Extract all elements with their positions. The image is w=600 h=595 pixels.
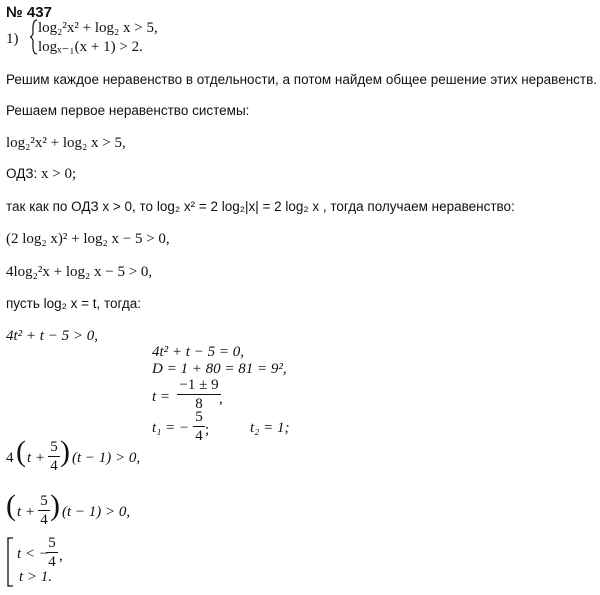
- factored-1-coef: 4: [6, 450, 14, 466]
- quadratic-inequality: 4t² + t − 5 > 0,: [6, 328, 98, 344]
- factored-1-post: (t − 1) > 0,: [72, 450, 141, 466]
- intro-text: Решим каждое неравенство в отдельности, а потом найдем общее решение этих неравенств.: [6, 72, 598, 87]
- t1-numerator: 5: [195, 409, 203, 425]
- t-formula-numerator: −1 ± 9: [179, 377, 219, 393]
- t1-fraction: [193, 410, 205, 444]
- factored-1-inner: t +: [27, 450, 46, 466]
- odz-value: x > 0;: [41, 166, 77, 182]
- solution-numerator: 5: [48, 535, 56, 551]
- equation-a: (2 log₂ x)² + log₂ x − 5 > 0,: [6, 231, 170, 247]
- first-heading: Решаем первое неравенство системы:: [6, 103, 250, 118]
- system-line-1: log₂²x² + log₂ x > 5,: [38, 20, 158, 36]
- t1-tail: ;: [205, 422, 210, 438]
- factored-2-fraction: [38, 494, 50, 528]
- solution-line-2: t > 1.: [19, 569, 53, 585]
- quadratic-equation: 4t² + t − 5 = 0,: [152, 344, 244, 360]
- substitution-text: пусть log₂ x = t, тогда:: [6, 296, 142, 311]
- odz-label: ОДЗ:: [6, 166, 38, 181]
- square-bracket-icon: [6, 537, 14, 587]
- solution-line-1: t < −: [17, 546, 49, 562]
- solution-fraction: [46, 536, 58, 570]
- t-formula-fraction: [177, 378, 221, 412]
- factored-1-fraction: [48, 440, 60, 474]
- factored-2-numerator: 5: [40, 493, 48, 509]
- factored-1-numerator: 5: [50, 439, 58, 455]
- factored-2-lparen: (: [6, 489, 16, 522]
- factored-2-post: (t − 1) > 0,: [62, 504, 131, 520]
- transform-text: так как по ОДЗ x > 0, то log₂ x² = 2 log₂|x| = 2 log₂ x , тогда получаем неравенство:: [6, 199, 515, 214]
- problem-number: № 437: [6, 4, 52, 21]
- factored-1-lparen: (: [16, 435, 26, 468]
- factored-1-rparen: ): [60, 435, 70, 468]
- t-formula-tail: ,: [219, 391, 223, 407]
- inequality-1: log₂²x² + log₂ x > 5,: [6, 135, 126, 151]
- odz-line: [6, 167, 76, 182]
- system-number: 1): [6, 31, 19, 47]
- t-formula-denominator: 8: [177, 394, 221, 412]
- discriminant: D = 1 + 80 = 81 = 9²,: [152, 361, 287, 377]
- t1-lhs: t₁ = −: [152, 420, 190, 436]
- t1-denominator: 4: [193, 426, 205, 444]
- solution-line-1-tail: ,: [59, 548, 63, 564]
- factored-2-inner: t +: [17, 504, 36, 520]
- t-formula-lhs: t =: [152, 389, 171, 405]
- t2-value: t₂ = 1;: [250, 420, 290, 436]
- factored-2-denominator: 4: [38, 510, 50, 528]
- solution-denominator: 4: [46, 552, 58, 570]
- equation-b: 4log₂²x + log₂ x − 5 > 0,: [6, 264, 153, 280]
- factored-1-denominator: 4: [48, 456, 60, 474]
- system-line-2: logₓ₋₁(x + 1) > 2.: [38, 39, 143, 55]
- factored-2-rparen: ): [50, 489, 60, 522]
